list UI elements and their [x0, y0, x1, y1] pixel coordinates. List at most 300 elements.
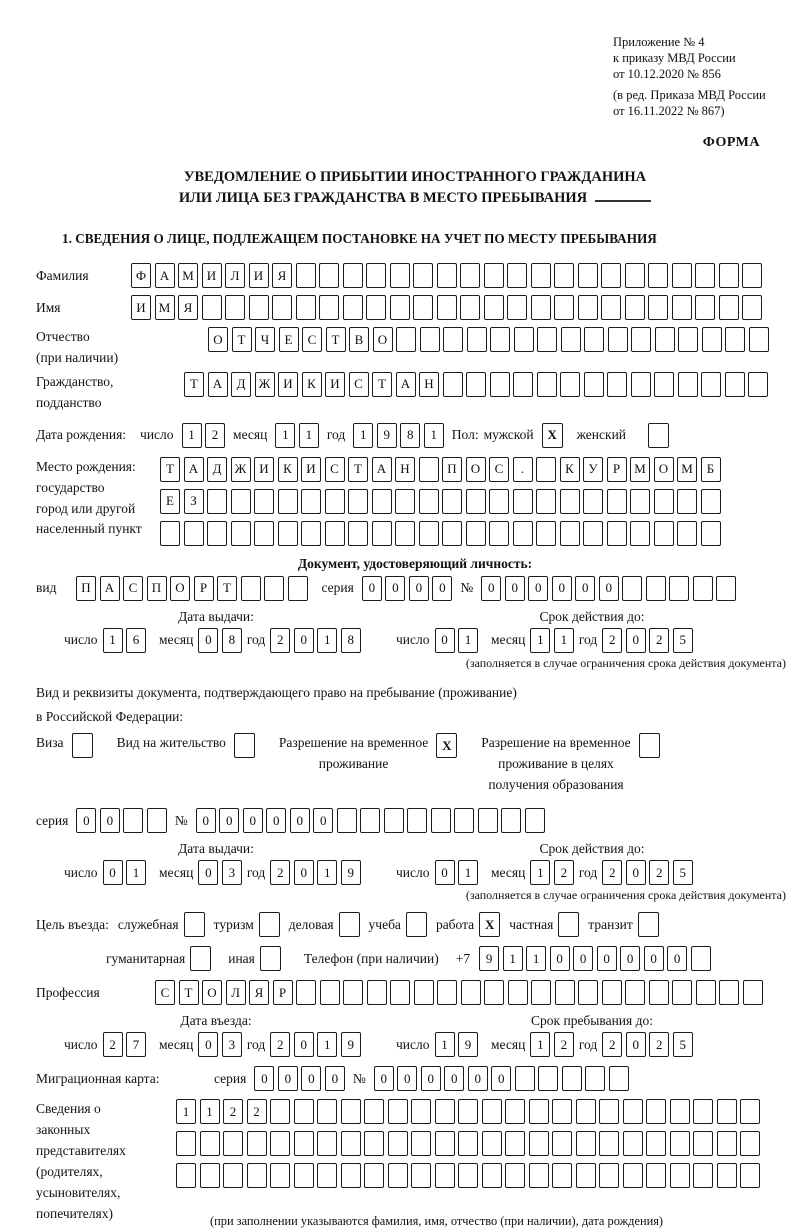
char-cell[interactable]: 8	[341, 628, 361, 653]
char-cell[interactable]	[630, 489, 650, 514]
char-cell[interactable]	[740, 1131, 760, 1156]
char-cell[interactable]	[654, 489, 674, 514]
char-cell[interactable]: Е	[279, 327, 299, 352]
char-cell[interactable]	[278, 521, 298, 546]
char-cell[interactable]: О	[654, 457, 674, 482]
char-cell[interactable]	[609, 1066, 629, 1091]
char-cell[interactable]	[515, 1066, 535, 1091]
char-cell[interactable]	[695, 295, 715, 320]
char-cell[interactable]: А	[155, 263, 175, 288]
char-cell[interactable]: 2	[554, 1032, 574, 1057]
char-cell[interactable]	[317, 1163, 337, 1188]
char-cell[interactable]: В	[349, 327, 369, 352]
char-cell[interactable]: Е	[160, 489, 180, 514]
char-cell[interactable]	[207, 521, 227, 546]
char-cell[interactable]: 0	[620, 946, 640, 971]
char-cell[interactable]: 1	[435, 1032, 455, 1057]
char-cell[interactable]	[562, 1066, 582, 1091]
char-cell[interactable]	[490, 327, 510, 352]
char-cell[interactable]	[123, 808, 143, 833]
char-cell[interactable]	[490, 372, 510, 397]
char-cell[interactable]	[505, 1131, 525, 1156]
char-cell[interactable]: 0	[219, 808, 239, 833]
char-cell[interactable]	[513, 372, 533, 397]
char-cell[interactable]	[372, 521, 392, 546]
purpose-study-checkbox[interactable]	[406, 912, 427, 937]
char-cell[interactable]	[431, 808, 451, 833]
char-cell[interactable]	[364, 1131, 384, 1156]
char-cell[interactable]	[288, 576, 308, 601]
char-cell[interactable]	[654, 372, 674, 397]
char-cell[interactable]	[601, 295, 621, 320]
char-cell[interactable]	[576, 1163, 596, 1188]
char-cell[interactable]	[413, 295, 433, 320]
char-cell[interactable]: 9	[341, 860, 361, 885]
char-cell[interactable]: 1	[526, 946, 546, 971]
char-cell[interactable]: О	[373, 327, 393, 352]
char-cell[interactable]	[578, 295, 598, 320]
char-cell[interactable]	[725, 327, 745, 352]
char-cell[interactable]	[176, 1131, 196, 1156]
char-cell[interactable]	[407, 808, 427, 833]
char-cell[interactable]	[372, 489, 392, 514]
char-cell[interactable]	[607, 489, 627, 514]
char-cell[interactable]	[725, 372, 745, 397]
char-cell[interactable]	[648, 295, 668, 320]
char-cell[interactable]: 2	[270, 628, 290, 653]
char-cell[interactable]: 1	[317, 1032, 337, 1057]
char-cell[interactable]	[693, 1099, 713, 1124]
char-cell[interactable]: 9	[377, 423, 397, 448]
char-cell[interactable]	[607, 372, 627, 397]
char-cell[interactable]	[507, 263, 527, 288]
char-cell[interactable]: 0	[254, 1066, 274, 1091]
char-cell[interactable]	[395, 521, 415, 546]
char-cell[interactable]: 2	[554, 860, 574, 885]
char-cell[interactable]: 0	[294, 1032, 314, 1057]
char-cell[interactable]	[278, 489, 298, 514]
char-cell[interactable]: .	[513, 457, 533, 482]
char-cell[interactable]	[717, 1163, 737, 1188]
char-cell[interactable]	[367, 980, 387, 1005]
char-cell[interactable]	[555, 980, 575, 1005]
char-cell[interactable]: И	[278, 372, 298, 397]
char-cell[interactable]	[466, 521, 486, 546]
char-cell[interactable]	[184, 521, 204, 546]
char-cell[interactable]: К	[560, 457, 580, 482]
char-cell[interactable]	[343, 263, 363, 288]
char-cell[interactable]	[583, 521, 603, 546]
char-cell[interactable]	[646, 1131, 666, 1156]
char-cell[interactable]	[294, 1131, 314, 1156]
char-cell[interactable]	[390, 980, 410, 1005]
char-cell[interactable]	[296, 263, 316, 288]
char-cell[interactable]	[341, 1131, 361, 1156]
char-cell[interactable]	[466, 372, 486, 397]
char-cell[interactable]	[717, 1131, 737, 1156]
char-cell[interactable]	[390, 263, 410, 288]
char-cell[interactable]	[411, 1131, 431, 1156]
char-cell[interactable]	[489, 521, 509, 546]
char-cell[interactable]: 0	[278, 1066, 298, 1091]
char-cell[interactable]: Я	[178, 295, 198, 320]
char-cell[interactable]	[677, 489, 697, 514]
char-cell[interactable]: Ч	[255, 327, 275, 352]
char-cell[interactable]	[578, 980, 598, 1005]
char-cell[interactable]	[366, 263, 386, 288]
char-cell[interactable]	[742, 263, 762, 288]
char-cell[interactable]	[366, 295, 386, 320]
char-cell[interactable]	[343, 980, 363, 1005]
char-cell[interactable]	[622, 576, 642, 601]
char-cell[interactable]: М	[630, 457, 650, 482]
char-cell[interactable]	[437, 980, 457, 1005]
char-cell[interactable]: 7	[126, 1032, 146, 1057]
char-cell[interactable]: 0	[667, 946, 687, 971]
char-cell[interactable]: 0	[397, 1066, 417, 1091]
sex-male-checkbox[interactable]: X	[542, 423, 563, 448]
char-cell[interactable]	[341, 1163, 361, 1188]
char-cell[interactable]	[442, 489, 462, 514]
char-cell[interactable]	[655, 327, 675, 352]
char-cell[interactable]: К	[278, 457, 298, 482]
char-cell[interactable]: 0	[196, 808, 216, 833]
char-cell[interactable]: 2	[649, 628, 669, 653]
char-cell[interactable]: И	[131, 295, 151, 320]
purpose-tourism-checkbox[interactable]	[259, 912, 280, 937]
char-cell[interactable]: 1	[176, 1099, 196, 1124]
char-cell[interactable]	[301, 489, 321, 514]
purpose-private-checkbox[interactable]	[558, 912, 579, 937]
char-cell[interactable]	[625, 295, 645, 320]
char-cell[interactable]	[460, 263, 480, 288]
char-cell[interactable]	[561, 327, 581, 352]
char-cell[interactable]	[249, 295, 269, 320]
char-cell[interactable]	[576, 1131, 596, 1156]
char-cell[interactable]	[319, 295, 339, 320]
char-cell[interactable]	[646, 1163, 666, 1188]
char-cell[interactable]: 0	[435, 628, 455, 653]
char-cell[interactable]: 1	[200, 1099, 220, 1124]
char-cell[interactable]	[270, 1131, 290, 1156]
char-cell[interactable]: С	[302, 327, 322, 352]
char-cell[interactable]	[254, 521, 274, 546]
char-cell[interactable]	[693, 576, 713, 601]
char-cell[interactable]: М	[155, 295, 175, 320]
char-cell[interactable]: 9	[479, 946, 499, 971]
char-cell[interactable]	[513, 521, 533, 546]
char-cell[interactable]: 0	[198, 1032, 218, 1057]
char-cell[interactable]: Н	[395, 457, 415, 482]
char-cell[interactable]: П	[442, 457, 462, 482]
char-cell[interactable]: Д	[207, 457, 227, 482]
char-cell[interactable]	[670, 1163, 690, 1188]
char-cell[interactable]	[388, 1163, 408, 1188]
char-cell[interactable]	[507, 295, 527, 320]
char-cell[interactable]	[317, 1099, 337, 1124]
char-cell[interactable]	[223, 1131, 243, 1156]
char-cell[interactable]: 0	[103, 860, 123, 885]
char-cell[interactable]	[254, 489, 274, 514]
char-cell[interactable]: 1	[503, 946, 523, 971]
char-cell[interactable]: 2	[223, 1099, 243, 1124]
char-cell[interactable]	[691, 946, 711, 971]
char-cell[interactable]	[529, 1099, 549, 1124]
char-cell[interactable]: 1	[530, 860, 550, 885]
char-cell[interactable]	[458, 1099, 478, 1124]
char-cell[interactable]	[576, 1099, 596, 1124]
char-cell[interactable]	[420, 327, 440, 352]
char-cell[interactable]	[364, 1163, 384, 1188]
char-cell[interactable]	[585, 1066, 605, 1091]
char-cell[interactable]	[554, 263, 574, 288]
char-cell[interactable]	[320, 980, 340, 1005]
char-cell[interactable]	[672, 980, 692, 1005]
char-cell[interactable]	[623, 1163, 643, 1188]
char-cell[interactable]	[294, 1163, 314, 1188]
char-cell[interactable]	[301, 521, 321, 546]
char-cell[interactable]: 0	[266, 808, 286, 833]
char-cell[interactable]: 1	[458, 860, 478, 885]
char-cell[interactable]: А	[208, 372, 228, 397]
char-cell[interactable]: Т	[160, 457, 180, 482]
char-cell[interactable]: Ф	[131, 263, 151, 288]
char-cell[interactable]	[625, 980, 645, 1005]
char-cell[interactable]: С	[325, 457, 345, 482]
char-cell[interactable]	[341, 1099, 361, 1124]
char-cell[interactable]: И	[249, 263, 269, 288]
char-cell[interactable]	[467, 327, 487, 352]
purpose-business-checkbox[interactable]	[184, 912, 205, 937]
char-cell[interactable]: 1	[458, 628, 478, 653]
char-cell[interactable]: Л	[225, 263, 245, 288]
char-cell[interactable]: Ж	[231, 457, 251, 482]
purpose-transit-checkbox[interactable]	[638, 912, 659, 937]
char-cell[interactable]: С	[123, 576, 143, 601]
char-cell[interactable]: И	[301, 457, 321, 482]
char-cell[interactable]	[489, 489, 509, 514]
char-cell[interactable]: 2	[205, 423, 225, 448]
char-cell[interactable]: 2	[103, 1032, 123, 1057]
char-cell[interactable]	[554, 295, 574, 320]
char-cell[interactable]	[454, 808, 474, 833]
char-cell[interactable]: О	[170, 576, 190, 601]
char-cell[interactable]: 1	[126, 860, 146, 885]
char-cell[interactable]: И	[325, 372, 345, 397]
char-cell[interactable]: 9	[341, 1032, 361, 1057]
char-cell[interactable]	[631, 327, 651, 352]
char-cell[interactable]: 0	[435, 860, 455, 885]
char-cell[interactable]	[419, 457, 439, 482]
char-cell[interactable]: 0	[626, 628, 646, 653]
char-cell[interactable]: 0	[481, 576, 501, 601]
char-cell[interactable]	[560, 489, 580, 514]
char-cell[interactable]	[525, 808, 545, 833]
char-cell[interactable]	[501, 808, 521, 833]
char-cell[interactable]	[536, 521, 556, 546]
char-cell[interactable]: 2	[649, 860, 669, 885]
char-cell[interactable]: П	[147, 576, 167, 601]
purpose-humanitarian-checkbox[interactable]	[190, 946, 211, 971]
char-cell[interactable]	[443, 372, 463, 397]
char-cell[interactable]	[484, 263, 504, 288]
char-cell[interactable]: 3	[222, 860, 242, 885]
char-cell[interactable]	[296, 980, 316, 1005]
char-cell[interactable]	[529, 1131, 549, 1156]
char-cell[interactable]	[717, 1099, 737, 1124]
char-cell[interactable]	[623, 1131, 643, 1156]
char-cell[interactable]: 0	[550, 946, 570, 971]
char-cell[interactable]: 1	[182, 423, 202, 448]
char-cell[interactable]	[270, 1163, 290, 1188]
char-cell[interactable]	[411, 1099, 431, 1124]
char-cell[interactable]	[458, 1163, 478, 1188]
char-cell[interactable]	[742, 295, 762, 320]
char-cell[interactable]	[435, 1099, 455, 1124]
char-cell[interactable]: М	[178, 263, 198, 288]
char-cell[interactable]: 1	[299, 423, 319, 448]
char-cell[interactable]: 0	[552, 576, 572, 601]
char-cell[interactable]	[702, 327, 722, 352]
char-cell[interactable]: А	[372, 457, 392, 482]
char-cell[interactable]	[484, 980, 504, 1005]
purpose-work-checkbox[interactable]: X	[479, 912, 500, 937]
char-cell[interactable]: Р	[194, 576, 214, 601]
char-cell[interactable]	[529, 1163, 549, 1188]
char-cell[interactable]: Р	[273, 980, 293, 1005]
char-cell[interactable]: У	[583, 457, 603, 482]
char-cell[interactable]: 6	[126, 628, 146, 653]
char-cell[interactable]	[701, 372, 721, 397]
char-cell[interactable]	[599, 1131, 619, 1156]
char-cell[interactable]	[325, 521, 345, 546]
char-cell[interactable]	[672, 295, 692, 320]
char-cell[interactable]	[578, 263, 598, 288]
char-cell[interactable]	[583, 489, 603, 514]
char-cell[interactable]: 2	[602, 628, 622, 653]
char-cell[interactable]	[508, 980, 528, 1005]
char-cell[interactable]: О	[466, 457, 486, 482]
char-cell[interactable]: 0	[409, 576, 429, 601]
char-cell[interactable]	[740, 1163, 760, 1188]
char-cell[interactable]: Л	[226, 980, 246, 1005]
char-cell[interactable]	[202, 295, 222, 320]
char-cell[interactable]: 0	[198, 860, 218, 885]
char-cell[interactable]	[670, 1099, 690, 1124]
char-cell[interactable]	[435, 1131, 455, 1156]
char-cell[interactable]: Т	[184, 372, 204, 397]
char-cell[interactable]	[419, 521, 439, 546]
char-cell[interactable]	[537, 327, 557, 352]
char-cell[interactable]: О	[208, 327, 228, 352]
char-cell[interactable]: И	[202, 263, 222, 288]
char-cell[interactable]	[531, 263, 551, 288]
char-cell[interactable]	[531, 295, 551, 320]
char-cell[interactable]	[719, 980, 739, 1005]
char-cell[interactable]	[630, 521, 650, 546]
char-cell[interactable]	[552, 1163, 572, 1188]
char-cell[interactable]	[395, 489, 415, 514]
char-cell[interactable]	[482, 1131, 502, 1156]
char-cell[interactable]: 0	[294, 860, 314, 885]
char-cell[interactable]: Д	[231, 372, 251, 397]
char-cell[interactable]: Т	[372, 372, 392, 397]
char-cell[interactable]	[584, 372, 604, 397]
char-cell[interactable]: 0	[421, 1066, 441, 1091]
char-cell[interactable]: 0	[301, 1066, 321, 1091]
char-cell[interactable]: Т	[326, 327, 346, 352]
char-cell[interactable]	[608, 327, 628, 352]
purpose-other-checkbox[interactable]	[260, 946, 281, 971]
char-cell[interactable]: Т	[348, 457, 368, 482]
char-cell[interactable]: И	[254, 457, 274, 482]
char-cell[interactable]	[296, 295, 316, 320]
sex-female-checkbox[interactable]	[648, 423, 669, 448]
char-cell[interactable]	[743, 980, 763, 1005]
char-cell[interactable]	[413, 263, 433, 288]
char-cell[interactable]	[482, 1099, 502, 1124]
char-cell[interactable]	[461, 980, 481, 1005]
char-cell[interactable]: М	[677, 457, 697, 482]
char-cell[interactable]: 0	[313, 808, 333, 833]
temp-residence-checkbox[interactable]: X	[436, 733, 457, 758]
char-cell[interactable]	[264, 576, 284, 601]
char-cell[interactable]	[147, 808, 167, 833]
char-cell[interactable]	[231, 489, 251, 514]
char-cell[interactable]: С	[489, 457, 509, 482]
char-cell[interactable]: А	[184, 457, 204, 482]
char-cell[interactable]	[599, 1163, 619, 1188]
char-cell[interactable]	[207, 489, 227, 514]
char-cell[interactable]: 5	[673, 628, 693, 653]
char-cell[interactable]	[670, 1131, 690, 1156]
char-cell[interactable]	[348, 521, 368, 546]
char-cell[interactable]	[719, 263, 739, 288]
char-cell[interactable]: 0	[198, 628, 218, 653]
char-cell[interactable]: 1	[554, 628, 574, 653]
char-cell[interactable]: 9	[458, 1032, 478, 1057]
char-cell[interactable]	[669, 576, 689, 601]
char-cell[interactable]	[443, 327, 463, 352]
char-cell[interactable]	[536, 457, 556, 482]
char-cell[interactable]: 5	[673, 1032, 693, 1057]
char-cell[interactable]: С	[349, 372, 369, 397]
char-cell[interactable]	[631, 372, 651, 397]
char-cell[interactable]	[602, 980, 622, 1005]
char-cell[interactable]: 0	[294, 628, 314, 653]
char-cell[interactable]	[384, 808, 404, 833]
char-cell[interactable]	[560, 372, 580, 397]
char-cell[interactable]	[160, 521, 180, 546]
char-cell[interactable]	[478, 808, 498, 833]
char-cell[interactable]	[231, 521, 251, 546]
char-cell[interactable]	[536, 489, 556, 514]
char-cell[interactable]	[693, 1131, 713, 1156]
char-cell[interactable]: 0	[362, 576, 382, 601]
char-cell[interactable]: 1	[530, 1032, 550, 1057]
char-cell[interactable]	[247, 1131, 267, 1156]
char-cell[interactable]: К	[302, 372, 322, 397]
char-cell[interactable]: Я	[249, 980, 269, 1005]
char-cell[interactable]	[360, 808, 380, 833]
char-cell[interactable]	[348, 489, 368, 514]
char-cell[interactable]	[390, 295, 410, 320]
char-cell[interactable]: 0	[597, 946, 617, 971]
char-cell[interactable]: 1	[317, 628, 337, 653]
char-cell[interactable]: 8	[222, 628, 242, 653]
visa-checkbox[interactable]	[72, 733, 93, 758]
char-cell[interactable]: 1	[317, 860, 337, 885]
